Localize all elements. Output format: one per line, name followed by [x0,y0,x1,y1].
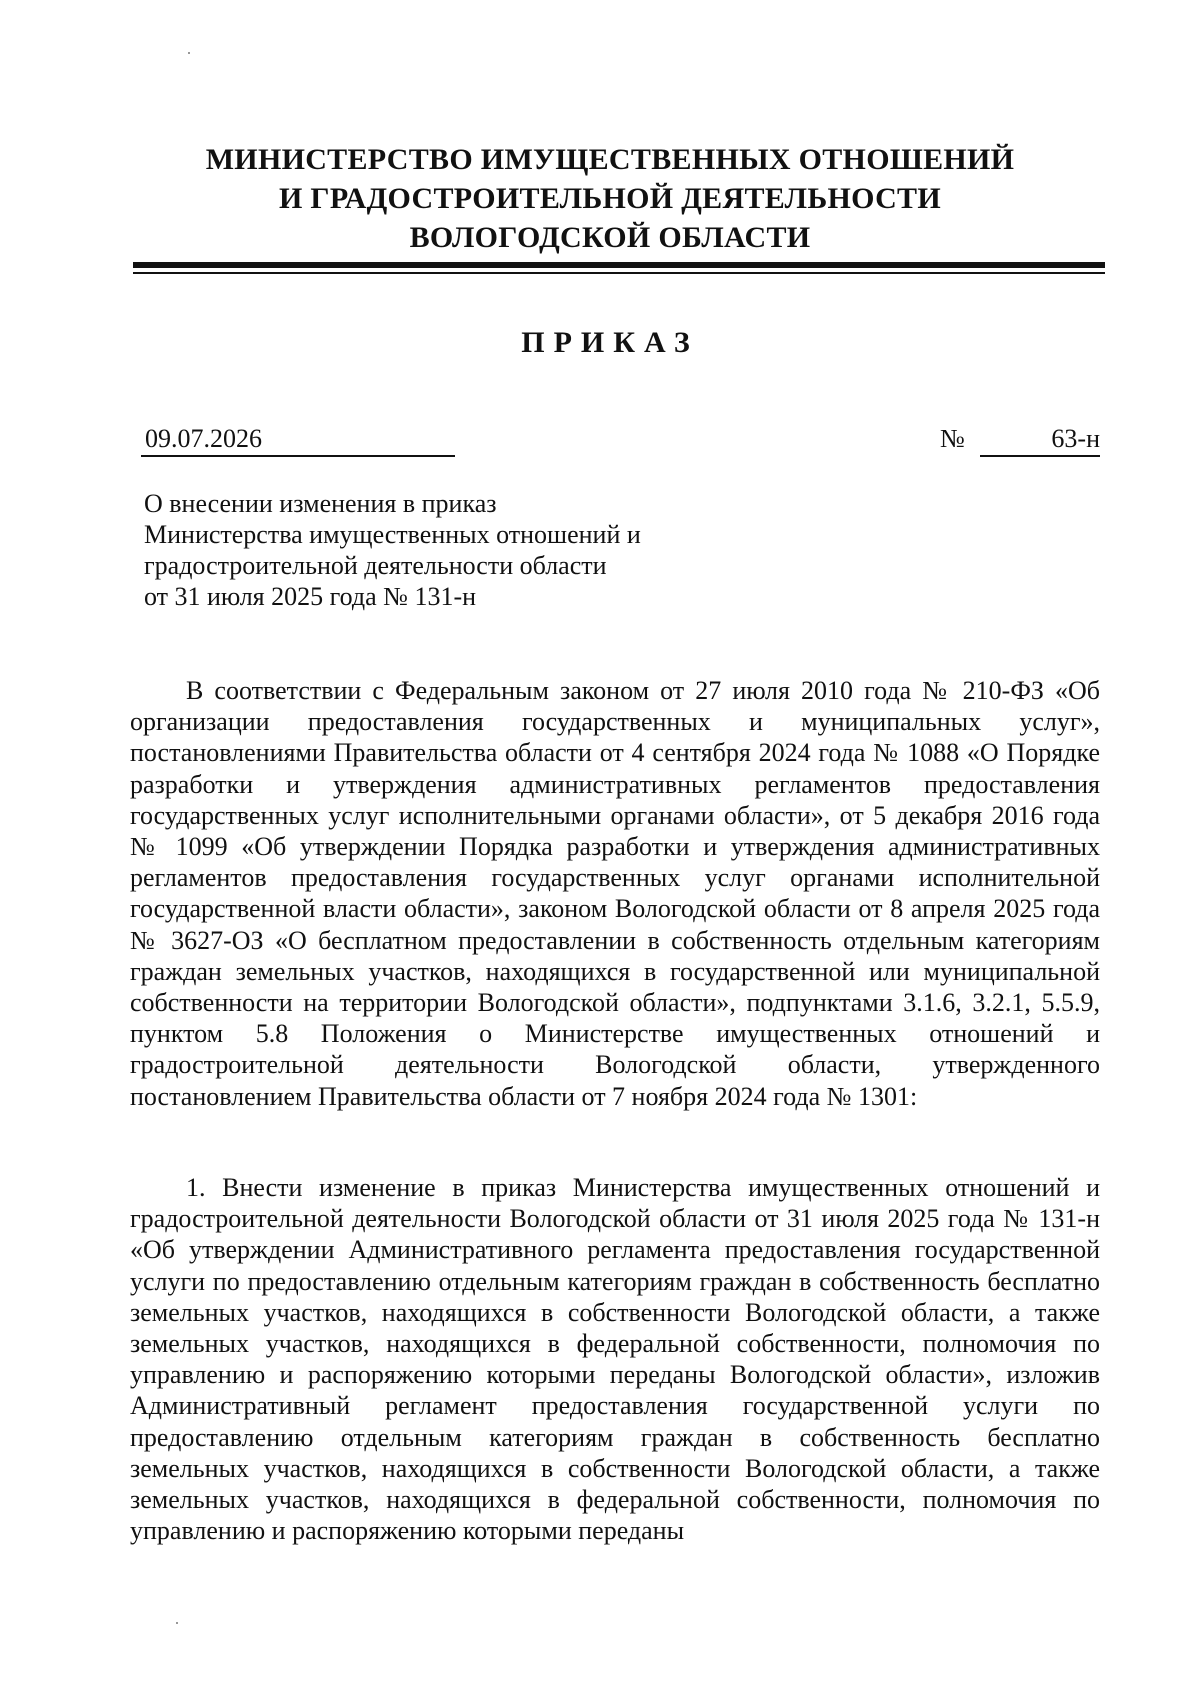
order-subject [144,488,704,612]
subject-line: от 31 июля 2025 года № 131-н [144,582,477,611]
ministry-name-line: И ГРАДОСТРОИТЕЛЬНОЙ ДЕЯТЕЛЬНОСТИ [279,182,941,215]
order-number: 63-н [980,423,1100,457]
order-number-sign: № [940,424,965,453]
subject-line: Министерства имущественных отношений и [144,520,641,549]
header-divider-thick [133,262,1105,268]
subject-line: О внесении изменения в приказ [144,489,497,518]
scan-speck [188,52,190,54]
preamble-paragraph: В соответствии с Федеральным законом от 27 июля 2010 года № 210-ФЗ «Об организации предоставления государственных и муниципальных услуг», постановлениями Правительства области от 4 сентября 2024 года № 1088 «О Порядке разработки и утверждения административных регламентов предоставления государственных услуг исполнительными органами области», от 5 декабря 2016 года № 1099 «Об утверждении Порядка разработки и утверждения административных регламентов предоставления государственных услуг органами исполнительной государственной власти области», законом Вологодской области от 8 апреля 2025 года № 3627-ОЗ «О бесплатном предоставлении в собственность отдельным категориям граждан земельных участков, находящихся в государственной или муниципальной собственности на территории Вологодской области», подпунктами 3.1.6, 3.2.1, 5.5.9, пунктом 5.8 Положения о Министерстве имущественных отношений и градостроительной деятельности Вологодской области, утвержденного постановлением Правительства области от 7 ноября 2024 года № 1301: [130,676,1100,1111]
ministry-header [130,140,1090,257]
scan-speck [176,1622,178,1624]
ministry-name-line: ВОЛОГОДСКОЙ ОБЛАСТИ [409,221,811,254]
document-type-title: ПРИКАЗ [521,326,699,359]
subject-line: градостроительной деятельности области [144,551,607,580]
clause-1-paragraph: 1. Внести изменение в приказ Министерства имущественных отношений и градостроительной деятельности Вологодской области от 31 июля 2025 года № 131-н «Об утверждении Административного регламента предоставления государственной услуги по предоставлению отдельным категориям граждан в собственность бесплатно земельных участков, находящихся в собственности Вологодской области, а также земельных участков, находящихся в федеральной собственности, полномочия по управлению и распоряжению которыми переданы Вологодской области», изложив Административный регламент предоставления государственной услуги по предоставлению отдельным категориям граждан в собственность бесплатно земельных участков, находящихся в собственности Вологодской области, а также земельных участков, находящихся в федеральной собственности, полномочия по управлению и распоряжению которыми переданы [130,1173,1100,1546]
ministry-name-line: МИНИСТЕРСТВО ИМУЩЕСТВЕННЫХ ОТНОШЕНИЙ [205,143,1015,176]
order-date: 09.07.2026 [141,423,455,457]
header-divider-thin [133,272,1105,274]
